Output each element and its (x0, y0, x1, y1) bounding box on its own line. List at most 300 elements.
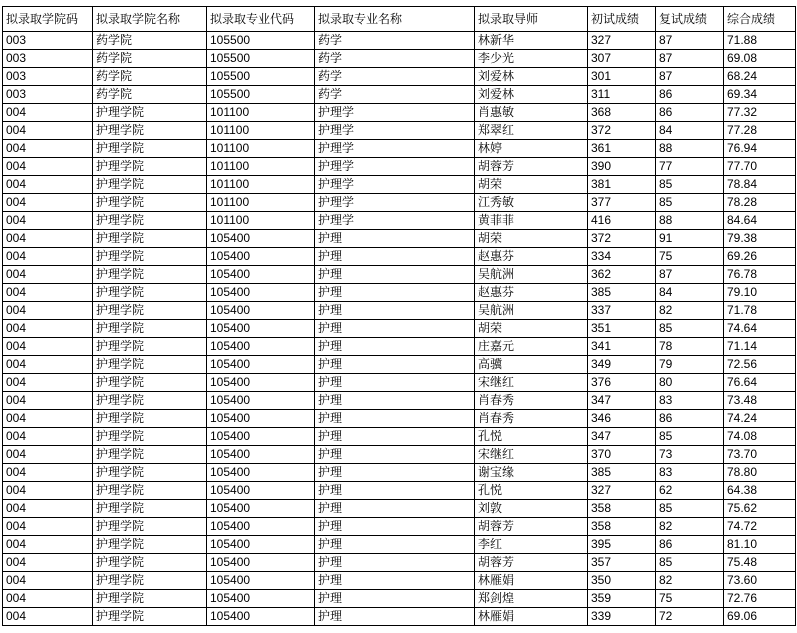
table-row (3, 266, 796, 284)
advisor-cell: 庄嘉元 (475, 338, 588, 356)
college-name-cell: 护理学院 (93, 212, 207, 230)
college-code-cell: 004 (3, 230, 93, 248)
table-row (3, 32, 796, 50)
total-score-cell: 73.60 (724, 572, 796, 590)
table-row (3, 158, 796, 176)
retest-score-cell: 87 (656, 68, 724, 86)
major-name-cell: 护理 (315, 554, 475, 572)
college-name-cell: 护理学院 (93, 500, 207, 518)
total-score-cell: 78.84 (724, 176, 796, 194)
advisor-cell: 刘爱林 (475, 86, 588, 104)
initial-score-cell: 311 (588, 86, 656, 104)
total-score-cell: 77.70 (724, 158, 796, 176)
table-row (3, 122, 796, 140)
advisor-cell: 林婷 (475, 140, 588, 158)
college-name-cell: 护理学院 (93, 590, 207, 608)
initial-score-cell: 416 (588, 212, 656, 230)
college-name-cell: 护理学院 (93, 248, 207, 266)
initial-score-cell: 385 (588, 464, 656, 482)
major-name-cell: 护理学 (315, 194, 475, 212)
table-row (3, 482, 796, 500)
college-name-cell: 护理学院 (93, 104, 207, 122)
major-code-cell: 105400 (207, 284, 315, 302)
initial-score-cell: 301 (588, 68, 656, 86)
major-name-cell: 药学 (315, 68, 475, 86)
advisor-cell: 黄菲菲 (475, 212, 588, 230)
major-code-cell: 101100 (207, 104, 315, 122)
initial-score-cell: 357 (588, 554, 656, 572)
table-row (3, 194, 796, 212)
total-score-cell: 69.26 (724, 248, 796, 266)
college-code-cell: 004 (3, 338, 93, 356)
table-row (3, 338, 796, 356)
major-name-cell: 护理 (315, 446, 475, 464)
college-name-cell: 护理学院 (93, 140, 207, 158)
table-row (3, 104, 796, 122)
total-score-cell: 76.94 (724, 140, 796, 158)
advisor-cell: 李红 (475, 536, 588, 554)
total-score-cell: 75.62 (724, 500, 796, 518)
major-code-cell: 105400 (207, 374, 315, 392)
initial-score-cell: 351 (588, 320, 656, 338)
total-score-cell: 76.64 (724, 374, 796, 392)
initial-score-cell: 376 (588, 374, 656, 392)
college-name-cell: 护理学院 (93, 428, 207, 446)
major-code-cell: 105500 (207, 68, 315, 86)
college-code-cell: 004 (3, 464, 93, 482)
major-name-cell: 护理 (315, 590, 475, 608)
college-code-cell: 004 (3, 158, 93, 176)
college-name-cell: 护理学院 (93, 320, 207, 338)
major-name-cell: 护理 (315, 374, 475, 392)
table-row (3, 500, 796, 518)
college-name-cell: 护理学院 (93, 608, 207, 626)
advisor-cell: 高骥 (475, 356, 588, 374)
retest-score-cell: 85 (656, 194, 724, 212)
retest-score-cell: 78 (656, 338, 724, 356)
college-code-cell: 004 (3, 590, 93, 608)
college-name-cell: 护理学院 (93, 338, 207, 356)
table-row (3, 212, 796, 230)
table-row (3, 374, 796, 392)
major-name-cell: 护理 (315, 266, 475, 284)
retest-score-cell: 86 (656, 536, 724, 554)
college-name-cell: 护理学院 (93, 554, 207, 572)
college-code-cell: 004 (3, 176, 93, 194)
college-code-cell: 004 (3, 500, 93, 518)
retest-score-cell: 91 (656, 230, 724, 248)
table-row (3, 518, 796, 536)
college-name-cell: 护理学院 (93, 392, 207, 410)
major-name-cell: 护理 (315, 392, 475, 410)
major-name-cell: 护理 (315, 248, 475, 266)
major-code-cell: 105400 (207, 428, 315, 446)
advisor-cell: 赵惠芬 (475, 248, 588, 266)
table-row (3, 410, 796, 428)
college-code-cell: 004 (3, 356, 93, 374)
retest-score-cell: 79 (656, 356, 724, 374)
college-code-cell: 004 (3, 392, 93, 410)
major-name-cell: 护理 (315, 464, 475, 482)
college-code-cell: 004 (3, 428, 93, 446)
college-code-cell: 004 (3, 248, 93, 266)
college-code-cell: 004 (3, 122, 93, 140)
table-row (3, 248, 796, 266)
advisor-cell: 胡荣 (475, 230, 588, 248)
advisor-cell: 赵惠芬 (475, 284, 588, 302)
initial-score-cell: 334 (588, 248, 656, 266)
major-name-cell: 护理 (315, 536, 475, 554)
college-name-cell: 护理学院 (93, 536, 207, 554)
total-score-cell: 76.78 (724, 266, 796, 284)
major-code-cell: 105500 (207, 50, 315, 68)
college-name-cell: 药学院 (93, 32, 207, 50)
header-college-code: 拟录取学院码 (3, 7, 93, 32)
initial-score-cell: 350 (588, 572, 656, 590)
college-name-cell: 护理学院 (93, 194, 207, 212)
college-code-cell: 004 (3, 320, 93, 338)
major-code-cell: 105400 (207, 518, 315, 536)
college-code-cell: 003 (3, 50, 93, 68)
college-code-cell: 004 (3, 374, 93, 392)
major-code-cell: 105400 (207, 338, 315, 356)
table-row (3, 86, 796, 104)
college-code-cell: 004 (3, 518, 93, 536)
advisor-cell: 胡蓉芳 (475, 554, 588, 572)
advisor-cell: 肖春秀 (475, 410, 588, 428)
table-row (3, 284, 796, 302)
initial-score-cell: 327 (588, 482, 656, 500)
college-code-cell: 004 (3, 554, 93, 572)
total-score-cell: 84.64 (724, 212, 796, 230)
major-name-cell: 药学 (315, 86, 475, 104)
initial-score-cell: 385 (588, 284, 656, 302)
advisor-cell: 孔悦 (475, 428, 588, 446)
college-code-cell: 004 (3, 284, 93, 302)
college-name-cell: 护理学院 (93, 176, 207, 194)
header-retest-score: 复试成绩 (656, 7, 724, 32)
major-name-cell: 护理学 (315, 158, 475, 176)
major-code-cell: 101100 (207, 176, 315, 194)
major-name-cell: 护理 (315, 500, 475, 518)
total-score-cell: 79.38 (724, 230, 796, 248)
college-name-cell: 护理学院 (93, 158, 207, 176)
retest-score-cell: 82 (656, 518, 724, 536)
total-score-cell: 71.78 (724, 302, 796, 320)
total-score-cell: 74.08 (724, 428, 796, 446)
total-score-cell: 74.24 (724, 410, 796, 428)
major-code-cell: 105400 (207, 500, 315, 518)
major-name-cell: 护理 (315, 608, 475, 626)
college-code-cell: 004 (3, 536, 93, 554)
college-name-cell: 药学院 (93, 68, 207, 86)
advisor-cell: 宋继红 (475, 374, 588, 392)
advisor-cell: 林雁娟 (475, 608, 588, 626)
major-name-cell: 护理 (315, 338, 475, 356)
advisor-cell: 肖春秀 (475, 392, 588, 410)
advisor-cell: 林雁娟 (475, 572, 588, 590)
table-row (3, 572, 796, 590)
total-score-cell: 69.08 (724, 50, 796, 68)
major-name-cell: 护理 (315, 230, 475, 248)
table-row (3, 608, 796, 626)
header-initial-score: 初试成绩 (588, 7, 656, 32)
table-row (3, 446, 796, 464)
major-code-cell: 105400 (207, 590, 315, 608)
initial-score-cell: 359 (588, 590, 656, 608)
total-score-cell: 81.10 (724, 536, 796, 554)
retest-score-cell: 72 (656, 608, 724, 626)
major-name-cell: 护理 (315, 518, 475, 536)
major-code-cell: 105500 (207, 32, 315, 50)
total-score-cell: 78.80 (724, 464, 796, 482)
total-score-cell: 71.14 (724, 338, 796, 356)
college-code-cell: 004 (3, 194, 93, 212)
major-code-cell: 101100 (207, 158, 315, 176)
advisor-cell: 刘敦 (475, 500, 588, 518)
initial-score-cell: 395 (588, 536, 656, 554)
initial-score-cell: 349 (588, 356, 656, 374)
retest-score-cell: 75 (656, 590, 724, 608)
major-code-cell: 101100 (207, 140, 315, 158)
major-name-cell: 护理 (315, 302, 475, 320)
retest-score-cell: 73 (656, 446, 724, 464)
initial-score-cell: 377 (588, 194, 656, 212)
college-name-cell: 护理学院 (93, 410, 207, 428)
college-code-cell: 004 (3, 104, 93, 122)
total-score-cell: 64.38 (724, 482, 796, 500)
college-code-cell: 004 (3, 140, 93, 158)
initial-score-cell: 372 (588, 122, 656, 140)
college-code-cell: 004 (3, 302, 93, 320)
advisor-cell: 肖惠敏 (475, 104, 588, 122)
initial-score-cell: 362 (588, 266, 656, 284)
header-advisor: 拟录取导师 (475, 7, 588, 32)
college-code-cell: 004 (3, 410, 93, 428)
college-code-cell: 004 (3, 212, 93, 230)
college-name-cell: 护理学院 (93, 302, 207, 320)
retest-score-cell: 86 (656, 104, 724, 122)
major-name-cell: 护理 (315, 356, 475, 374)
major-code-cell: 105400 (207, 392, 315, 410)
table-row (3, 176, 796, 194)
table-row (3, 50, 796, 68)
table-row (3, 536, 796, 554)
retest-score-cell: 82 (656, 302, 724, 320)
college-name-cell: 护理学院 (93, 374, 207, 392)
major-name-cell: 药学 (315, 50, 475, 68)
total-score-cell: 73.48 (724, 392, 796, 410)
total-score-cell: 75.48 (724, 554, 796, 572)
initial-score-cell: 341 (588, 338, 656, 356)
retest-score-cell: 77 (656, 158, 724, 176)
header-row (3, 7, 796, 32)
table-row (3, 428, 796, 446)
table-row (3, 68, 796, 86)
major-name-cell: 护理学 (315, 176, 475, 194)
major-code-cell: 101100 (207, 212, 315, 230)
college-name-cell: 护理学院 (93, 122, 207, 140)
major-code-cell: 105400 (207, 248, 315, 266)
college-name-cell: 护理学院 (93, 464, 207, 482)
advisor-cell: 胡蓉芳 (475, 158, 588, 176)
college-name-cell: 护理学院 (93, 284, 207, 302)
initial-score-cell: 339 (588, 608, 656, 626)
college-code-cell: 003 (3, 86, 93, 104)
college-code-cell: 004 (3, 572, 93, 590)
initial-score-cell: 381 (588, 176, 656, 194)
college-name-cell: 护理学院 (93, 446, 207, 464)
major-code-cell: 105400 (207, 266, 315, 284)
major-name-cell: 护理 (315, 572, 475, 590)
retest-score-cell: 62 (656, 482, 724, 500)
initial-score-cell: 346 (588, 410, 656, 428)
advisor-cell: 刘爱林 (475, 68, 588, 86)
total-score-cell: 74.64 (724, 320, 796, 338)
major-code-cell: 105400 (207, 410, 315, 428)
header-total-score: 综合成绩 (724, 7, 796, 32)
advisor-cell: 宋继红 (475, 446, 588, 464)
major-name-cell: 护理 (315, 284, 475, 302)
college-code-cell: 003 (3, 32, 93, 50)
total-score-cell: 69.06 (724, 608, 796, 626)
retest-score-cell: 88 (656, 212, 724, 230)
major-code-cell: 105400 (207, 230, 315, 248)
major-code-cell: 105400 (207, 302, 315, 320)
advisor-cell: 孔悦 (475, 482, 588, 500)
total-score-cell: 77.28 (724, 122, 796, 140)
major-code-cell: 101100 (207, 194, 315, 212)
table-body (3, 32, 796, 626)
table-row (3, 590, 796, 608)
initial-score-cell: 358 (588, 518, 656, 536)
initial-score-cell: 370 (588, 446, 656, 464)
table-row (3, 230, 796, 248)
major-code-cell: 105400 (207, 572, 315, 590)
total-score-cell: 72.56 (724, 356, 796, 374)
advisor-cell: 李少光 (475, 50, 588, 68)
total-score-cell: 74.72 (724, 518, 796, 536)
retest-score-cell: 88 (656, 140, 724, 158)
college-name-cell: 药学院 (93, 86, 207, 104)
retest-score-cell: 85 (656, 554, 724, 572)
major-name-cell: 护理学 (315, 212, 475, 230)
retest-score-cell: 83 (656, 392, 724, 410)
table-row (3, 302, 796, 320)
total-score-cell: 72.76 (724, 590, 796, 608)
college-name-cell: 护理学院 (93, 518, 207, 536)
major-code-cell: 105400 (207, 482, 315, 500)
initial-score-cell: 390 (588, 158, 656, 176)
table-row (3, 392, 796, 410)
advisor-cell: 林新华 (475, 32, 588, 50)
header-college-name: 拟录取学院名称 (93, 7, 207, 32)
advisor-cell: 吴航洲 (475, 302, 588, 320)
total-score-cell: 73.70 (724, 446, 796, 464)
retest-score-cell: 84 (656, 122, 724, 140)
major-name-cell: 药学 (315, 32, 475, 50)
table-row (3, 320, 796, 338)
total-score-cell: 69.34 (724, 86, 796, 104)
major-code-cell: 105400 (207, 608, 315, 626)
table-row (3, 464, 796, 482)
initial-score-cell: 327 (588, 32, 656, 50)
college-name-cell: 护理学院 (93, 572, 207, 590)
initial-score-cell: 347 (588, 392, 656, 410)
college-name-cell: 护理学院 (93, 482, 207, 500)
advisor-cell: 胡蓉芳 (475, 518, 588, 536)
initial-score-cell: 307 (588, 50, 656, 68)
retest-score-cell: 85 (656, 500, 724, 518)
retest-score-cell: 85 (656, 320, 724, 338)
header-major-name: 拟录取专业名称 (315, 7, 475, 32)
major-name-cell: 护理学 (315, 140, 475, 158)
major-name-cell: 护理 (315, 428, 475, 446)
college-code-cell: 003 (3, 68, 93, 86)
advisor-cell: 谢宝缘 (475, 464, 588, 482)
college-name-cell: 护理学院 (93, 356, 207, 374)
total-score-cell: 78.28 (724, 194, 796, 212)
table-row (3, 554, 796, 572)
table-row (3, 356, 796, 374)
total-score-cell: 77.32 (724, 104, 796, 122)
major-code-cell: 105400 (207, 446, 315, 464)
total-score-cell: 71.88 (724, 32, 796, 50)
initial-score-cell: 358 (588, 500, 656, 518)
advisor-cell: 郑翠红 (475, 122, 588, 140)
major-name-cell: 护理学 (315, 122, 475, 140)
total-score-cell: 79.10 (724, 284, 796, 302)
advisor-cell: 吴航洲 (475, 266, 588, 284)
advisor-cell: 胡荣 (475, 320, 588, 338)
initial-score-cell: 368 (588, 104, 656, 122)
admission-table (2, 6, 796, 626)
retest-score-cell: 86 (656, 86, 724, 104)
total-score-cell: 68.24 (724, 68, 796, 86)
retest-score-cell: 82 (656, 572, 724, 590)
table-row (3, 140, 796, 158)
college-name-cell: 药学院 (93, 50, 207, 68)
retest-score-cell: 83 (656, 464, 724, 482)
college-code-cell: 004 (3, 482, 93, 500)
retest-score-cell: 84 (656, 284, 724, 302)
major-name-cell: 护理 (315, 482, 475, 500)
retest-score-cell: 85 (656, 428, 724, 446)
retest-score-cell: 87 (656, 266, 724, 284)
header-major-code: 拟录取专业代码 (207, 7, 315, 32)
major-code-cell: 105400 (207, 536, 315, 554)
initial-score-cell: 337 (588, 302, 656, 320)
advisor-cell: 胡荣 (475, 176, 588, 194)
college-code-cell: 004 (3, 266, 93, 284)
major-code-cell: 101100 (207, 122, 315, 140)
major-name-cell: 护理 (315, 410, 475, 428)
major-code-cell: 105400 (207, 320, 315, 338)
retest-score-cell: 86 (656, 410, 724, 428)
retest-score-cell: 87 (656, 32, 724, 50)
college-code-cell: 004 (3, 608, 93, 626)
initial-score-cell: 347 (588, 428, 656, 446)
advisor-cell: 郑剑煌 (475, 590, 588, 608)
initial-score-cell: 372 (588, 230, 656, 248)
retest-score-cell: 85 (656, 176, 724, 194)
college-name-cell: 护理学院 (93, 266, 207, 284)
major-code-cell: 105400 (207, 554, 315, 572)
retest-score-cell: 75 (656, 248, 724, 266)
major-code-cell: 105400 (207, 464, 315, 482)
major-code-cell: 105500 (207, 86, 315, 104)
college-name-cell: 护理学院 (93, 230, 207, 248)
